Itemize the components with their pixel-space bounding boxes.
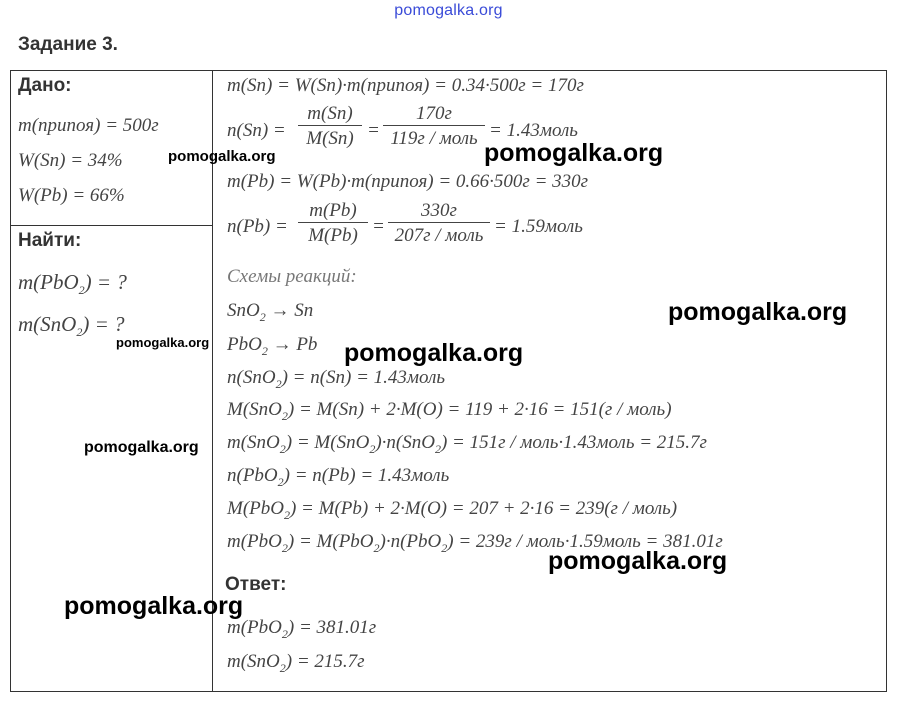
answer-label: Ответ: (225, 574, 287, 595)
solution-line-9: M(PbO$_2$) = M(Pb) + 2·M(O) = 207 + 2·16 = 239(г / моль) (227, 498, 678, 522)
watermark: pomogalka.org (64, 592, 244, 620)
watermark: pomogalka.org (116, 335, 210, 350)
find-pbo2: m(PbO$_2$) = ? (18, 270, 127, 298)
answer-sno2: m(SnO$_2$) = 215.7г (227, 651, 365, 675)
solution-line-7: m(SnO$_2$) = M(SnO$_2$)·n(SnO$_2$) = 151г / моль·1.43моль = 215.7г (227, 432, 707, 456)
fraction-170-over-119: 170г 119г / моль (383, 104, 485, 148)
solution-line-3: m(Pb) = W(Pb)·m(припоя) = 0.66·500г = 330г (227, 171, 589, 192)
row-divider (10, 225, 213, 226)
equals-sign-2: = (372, 216, 385, 237)
given-label: Дано: (18, 75, 72, 96)
find-sno2: m(SnO$_2$) = ? (18, 312, 125, 340)
solution-line-5: n(SnO$_2$) = n(Sn) = 1.43моль (227, 367, 446, 391)
solution-line-4-result: = 1.59моль (494, 216, 583, 237)
solution-line-10: m(PbO$_2$) = M(PbO$_2$)·n(PbO$_2$) = 239г / моль·1.59моль = 381.01г (227, 531, 723, 555)
watermark: pomogalka.org (84, 439, 199, 456)
solution-line-8: n(PbO$_2$) = n(Pb) = 1.43моль (227, 465, 450, 489)
fraction-330-over-207: 330г 207г / моль (388, 201, 490, 245)
solution-line-2-result: = 1.43моль (489, 120, 578, 141)
fraction-mpb-over-Mpb: m(Pb) M(Pb) (298, 201, 368, 245)
task-title: Задание 3. (18, 34, 118, 55)
schemes-title: Схемы реакций: (227, 266, 357, 287)
site-header[interactable]: pomogalka.org (394, 2, 503, 19)
answer-pbo2: m(PbO$_2$) = 381.01г (227, 617, 377, 641)
watermark: pomogalka.org (344, 339, 524, 367)
watermark: pomogalka.org (168, 148, 276, 165)
equals-sign: = (367, 120, 380, 141)
solution-line-1: m(Sn) = W(Sn)·m(припоя) = 0.34·500г = 170г (227, 75, 584, 96)
scheme-pbo2-to-pb: PbO$_2$ → Pb (227, 334, 318, 358)
scheme-sno2-to-sn: SnO$_2$ → Sn (227, 300, 314, 324)
given-mass: m(припоя) = 500г (18, 115, 159, 136)
fraction-msn-over-Msn: m(Sn) M(Sn) (298, 104, 362, 148)
solution-line-4-lhs: n(Pb) = (227, 216, 288, 237)
find-label: Найти: (18, 230, 82, 251)
watermark: pomogalka.org (484, 139, 664, 167)
given-w-pb: W(Pb) = 66% (18, 185, 125, 206)
solution-line-6: M(SnO$_2$) = M(Sn) + 2·M(O) = 119 + 2·16 = 151(г / моль) (227, 399, 672, 423)
watermark: pomogalka.org (668, 298, 848, 326)
given-w-sn: W(Sn) = 34% (18, 150, 123, 171)
watermark: pomogalka.org (548, 547, 728, 575)
solution-line-2-lhs: n(Sn) = (227, 120, 286, 141)
